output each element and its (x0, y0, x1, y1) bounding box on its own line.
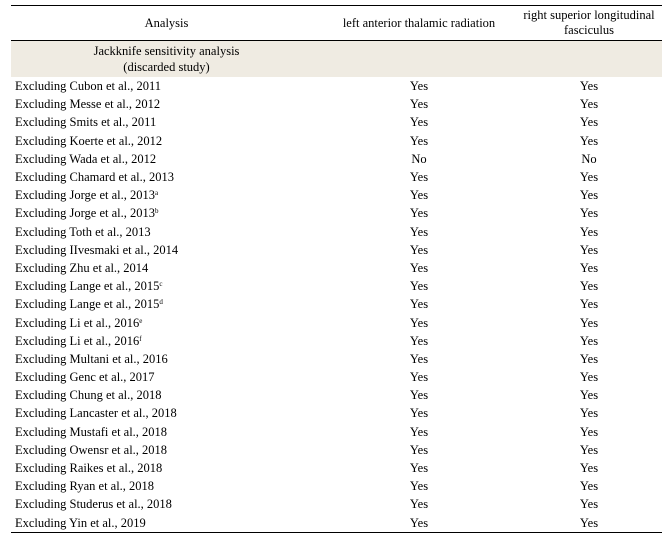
left-atr-value: Yes (409, 170, 429, 185)
left-atr-value: Yes (409, 206, 429, 221)
right-slf-value: Yes (579, 479, 599, 494)
study-label: Excluding Lancaster et al., 2018 (15, 406, 177, 421)
header-analysis: Analysis (144, 15, 189, 30)
study-cell (11, 277, 322, 295)
study-cell (11, 423, 322, 441)
table-row (11, 459, 662, 477)
table-row (11, 423, 662, 441)
left-atr-value: Yes (409, 242, 429, 257)
study-cell (11, 259, 322, 277)
study-cell (11, 150, 322, 168)
section-title-line2: (discarded study) (123, 60, 210, 74)
right-slf-value: Yes (579, 279, 599, 294)
left-atr-value: Yes (409, 333, 429, 348)
right-slf-value: Yes (579, 224, 599, 239)
study-cell (11, 77, 322, 95)
study-label: Excluding Jorge et al., 2013 (15, 188, 156, 203)
right-slf-value: Yes (579, 170, 599, 185)
study-cell (11, 368, 322, 386)
right-slf-value: Yes (579, 424, 599, 439)
sensitivity-table (11, 5, 662, 533)
study-label: Excluding Chamard et al., 2013 (15, 170, 174, 185)
study-cell (11, 386, 322, 404)
study-footnote-marker: a (155, 189, 159, 198)
left-atr-value: Yes (409, 406, 429, 421)
study-label: Excluding Li et al., 2016 (15, 315, 140, 330)
study-label: Excluding Wada et al., 2012 (15, 151, 157, 166)
left-atr-value: Yes (409, 442, 429, 457)
study-label: Excluding Genc et al., 2017 (15, 370, 155, 385)
left-atr-value: Yes (409, 370, 429, 385)
study-label: Excluding Cubon et al., 2011 (15, 79, 162, 94)
table-row (11, 332, 662, 350)
section-row (11, 41, 662, 78)
right-slf-value: Yes (579, 461, 599, 476)
study-label: Excluding Raikes et al., 2018 (15, 461, 163, 476)
table-row (11, 477, 662, 495)
left-atr-value: Yes (409, 188, 429, 203)
left-atr-value: Yes (409, 79, 429, 94)
study-cell (11, 459, 322, 477)
study-cell (11, 168, 322, 186)
study-cell (11, 514, 322, 533)
table-row (11, 95, 662, 113)
study-footnote-marker: b (155, 207, 159, 216)
study-label: Excluding Chung et al., 2018 (15, 388, 162, 403)
right-slf-value: Yes (579, 333, 599, 348)
header-right-superior-longitudinal-fasciculus: right superior longitudinal fasciculus (523, 8, 655, 37)
table-row (11, 441, 662, 459)
section-label-wrap (11, 43, 322, 75)
right-slf-value: No (581, 151, 597, 166)
right-slf-value: Yes (579, 260, 599, 275)
right-slf-value: Yes (579, 115, 599, 130)
table-body (11, 77, 662, 532)
table-row (11, 77, 662, 95)
right-slf-value: Yes (579, 406, 599, 421)
table-row (11, 150, 662, 168)
table-row (11, 113, 662, 131)
study-footnote-marker: e (139, 316, 143, 325)
table-row (11, 313, 662, 331)
left-atr-value: Yes (409, 297, 429, 312)
table-row (11, 241, 662, 259)
left-atr-value: Yes (409, 479, 429, 494)
section-body (11, 41, 662, 78)
left-atr-value: Yes (409, 461, 429, 476)
study-cell (11, 241, 322, 259)
study-cell (11, 113, 322, 131)
study-label: Excluding Lange et al., 2015 (15, 279, 160, 294)
header-left-anterior-thalamic-radiation: left anterior thalamic radiation (342, 15, 496, 30)
left-atr-value: Yes (409, 97, 429, 112)
right-slf-value: Yes (579, 297, 599, 312)
left-atr-value: Yes (409, 224, 429, 239)
right-slf-value: Yes (579, 370, 599, 385)
left-atr-value: Yes (409, 279, 429, 294)
right-slf-value: Yes (579, 188, 599, 203)
right-slf-value: Yes (579, 315, 599, 330)
study-label: Excluding Messe et al., 2012 (15, 97, 161, 112)
study-label: Excluding Multani et al., 2016 (15, 351, 168, 366)
right-slf-value: Yes (579, 133, 599, 148)
table-row (11, 259, 662, 277)
study-label: Excluding Toth et al., 2013 (15, 224, 151, 239)
table-row (11, 495, 662, 513)
study-cell (11, 295, 322, 313)
right-slf-value: Yes (579, 515, 599, 530)
study-cell (11, 313, 322, 331)
right-slf-value: Yes (579, 206, 599, 221)
study-label: Excluding Owensr et al., 2018 (15, 442, 168, 457)
right-slf-value: Yes (579, 242, 599, 257)
right-slf-value: Yes (579, 497, 599, 512)
table-row (11, 204, 662, 222)
study-cell (11, 477, 322, 495)
study-label: Excluding Zhu et al., 2014 (15, 260, 149, 275)
study-label: Excluding Ryan et al., 2018 (15, 479, 155, 494)
left-atr-value: Yes (409, 497, 429, 512)
study-footnote-marker: f (139, 334, 142, 343)
left-atr-value: Yes (409, 424, 429, 439)
table-row (11, 168, 662, 186)
table-row (11, 277, 662, 295)
table-row (11, 295, 662, 313)
study-label: Excluding Koerte et al., 2012 (15, 133, 163, 148)
left-atr-value: No (411, 151, 427, 166)
study-footnote-marker: d (159, 298, 163, 307)
table-row (11, 404, 662, 422)
left-atr-value: Yes (409, 260, 429, 275)
study-cell (11, 495, 322, 513)
study-footnote-marker: c (159, 280, 163, 289)
study-cell (11, 132, 322, 150)
study-label: Excluding Smits et al., 2011 (15, 115, 157, 130)
table-row (11, 350, 662, 368)
right-slf-value: Yes (579, 388, 599, 403)
study-label: Excluding Mustafi et al., 2018 (15, 424, 168, 439)
study-label: Excluding Jorge et al., 2013 (15, 206, 156, 221)
sensitivity-table-container (11, 5, 662, 533)
table-row (11, 132, 662, 150)
study-cell (11, 223, 322, 241)
study-cell (11, 186, 322, 204)
left-atr-value: Yes (409, 351, 429, 366)
section-cell (11, 41, 662, 78)
study-label: Excluding Li et al., 2016 (15, 333, 140, 348)
left-atr-value: Yes (409, 133, 429, 148)
study-label: Excluding IIvesmaki et al., 2014 (15, 242, 179, 257)
study-cell (11, 332, 322, 350)
table-header (11, 6, 662, 41)
right-slf-value: Yes (579, 351, 599, 366)
table-row (11, 368, 662, 386)
left-atr-value: Yes (409, 388, 429, 403)
study-cell (11, 204, 322, 222)
study-cell (11, 404, 322, 422)
study-cell (11, 350, 322, 368)
left-atr-value: Yes (409, 515, 429, 530)
table-row (11, 186, 662, 204)
left-atr-value: Yes (409, 115, 429, 130)
right-slf-value: Yes (579, 97, 599, 112)
right-slf-value: Yes (579, 79, 599, 94)
study-cell (11, 95, 322, 113)
section-title-line1: Jackknife sensitivity analysis (93, 44, 240, 58)
left-atr-value: Yes (409, 315, 429, 330)
study-label: Excluding Studerus et al., 2018 (15, 497, 172, 512)
study-label: Excluding Lange et al., 2015 (15, 297, 160, 312)
table-row (11, 223, 662, 241)
table-row (11, 514, 662, 533)
table-row (11, 386, 662, 404)
header-row (11, 6, 662, 41)
study-label: Excluding Yin et al., 2019 (15, 515, 146, 530)
right-slf-value: Yes (579, 442, 599, 457)
study-cell (11, 441, 322, 459)
